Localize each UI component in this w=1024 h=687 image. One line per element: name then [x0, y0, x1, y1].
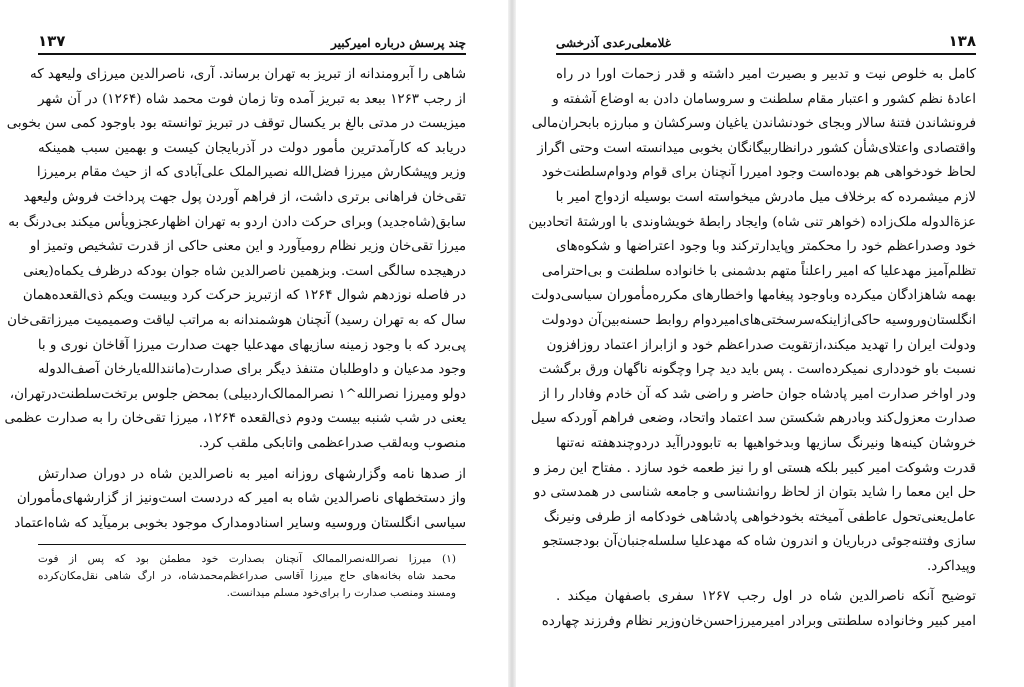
right-page	[516, 0, 1024, 687]
left-page-body-paragraph-2	[14, 463, 466, 537]
text-line: واز دستخطهای ناصرالدین شاه به امیر که دردست است‌ونیز از گزارشهای‌مأموران	[16, 491, 466, 507]
left-page-number: ۱۳۷	[38, 32, 66, 50]
text-line: بهمه شاهزادگان میکرده وباوجود پیغامها واخطارهای مکرره‌مأموران سیاسی‌دولت	[531, 288, 976, 304]
text-line: کامل به خلوص نیت و تدبیر و بصیرت امیر داشته و قدر زحمات اورا در راه	[556, 67, 976, 82]
text-line: یعنی در شب شنبه بیست ودوم ذی‌القعده ۱۲۶۴، میرزا تقی‌خان را به صدارت عظمی	[4, 411, 466, 427]
text-line: وجود مدعیان و داوطلبان متنفذ دیگر برای صدارت(مانندالله‌یارخان آصف‌الدوله	[38, 362, 466, 378]
text-line: دولو ومیرزا نصرالله^۱ نصرالممالک‌اردبیلی) بمحض جلوس برتخت‌سلطنت‌در‌تهران،	[9, 386, 466, 402]
left-page-header	[38, 32, 466, 55]
left-page-body	[4, 63, 466, 457]
text-line: حل این معما را شاید بتوان از لحاظ روانشناسی و جامعه شناسی در همدستی دو	[533, 485, 976, 501]
text-line: انگلستان‌وروسیه حاکی‌ازاینکه‌سرسختی‌های‌امیر‌دوام روابط حسنه‌بین‌آن دودولت	[541, 312, 976, 328]
text-line: لحاظ خودخواهی هم بوده‌است وجود امیررا آنچنان برای قوام ودوام‌سلطنت‌خود	[541, 165, 976, 181]
text-line: عزةالدوله ملک‌زاده (خواهر تنی شاه) وایجاد رابطهٔ خویشاوندی با اورشتهٔ اتحادبین	[528, 214, 976, 230]
text-line: فرونشاندن فتنهٔ سالار وبجای خودنشاندن یاغیان وسرکشان و مبارزه بابحران‌مالی	[531, 116, 976, 132]
text-line: توضیح آنکه ناصرالدین شاه در اول رجب ۱۲۶۷ سفری باصفهان میکند .	[556, 589, 976, 605]
text-line: نسبت باو خودداری نمیکرده‌است . پس باید دید چرا وچگونه ناگهان ورق برگشت	[538, 362, 976, 378]
text-line: خود وصدراعظم خود را محکمتر وپایدارترکند وبا وجود اعتراضها و شکوه‌های	[556, 239, 976, 255]
text-line: از رجب ۱۲۶۳ ببعد به تبریز آمده وتا زمان فوت محمد شاه (۱۲۶۴) در آن شهر	[38, 91, 466, 107]
text-line: میزیست در مدتی بالغ بر یکسال توقف در تبریز توانسته بود باوجود کمی سن بخوبی	[6, 116, 466, 132]
left-page-footnotes	[38, 551, 466, 602]
left-running-title: چند پرسش درباره امیرکبیر	[331, 36, 466, 50]
text-line: ودر اواخر صدارت امیر پادشاه جوان حاضر و راضی شد که آن خادم وفادار را از	[539, 386, 976, 402]
text-line: سال که به تهران رسید) آنچنان هوشمندانه به مراتب لیاقت وصمیمیت میرزاتقی‌خان	[7, 312, 466, 328]
text-line: ودولت ایران را تهدید میکند،ازتقویت صدراعظم خود و ازابراز اعتماد روزافزون	[546, 337, 976, 353]
text-line: از صدها نامه وگزارشهای روزانه امیر به ناصرالدین شاه در دوران صدارتش	[38, 466, 466, 482]
text-line: خروشان کینه‌ها ونیرنگ سازیها وبدخواهیها به تابوودراآید دردوچندهفته نه‌تنها	[556, 435, 976, 451]
book-gutter	[508, 0, 516, 687]
text-line: منصوب وبه‌لقب صدراعظمی واتابکی ملقب کرد.	[198, 435, 466, 451]
text-line: (۱) میرزا نصرالله‌نصرالممالک آنچنان بصدارت خود مطمئن بود که پس از فوت	[38, 553, 456, 566]
text-line: وپیداکرد.	[927, 558, 976, 574]
text-line: وزیر وپیشکارش میرزا فضل‌الله نصیرالملک علی‌آبادی که از حیث مقام برمیرزا	[36, 165, 466, 181]
text-line: در فاصله نوزدهم شوال ۱۲۶۴ که ازتبریز حرکت کرد وبیست ویکم ذی‌القعده‌همان	[22, 288, 466, 304]
left-page	[0, 0, 508, 687]
text-line: محمد شاه بخانه‌های حاج میرزا آقاسی صدراعظم‌محمدشاه، در ارگ شاهی نقل‌مکان‌کرده	[38, 570, 456, 583]
text-line: عامل‌یعنی‌تحول عاطفی آمیخته بخودخواهی پادشاهی خودکامه از طرفی ونیرنگ	[543, 509, 976, 525]
text-line: لازم میشمرده که برخلاف میل مادرش میخواسته است بوسیله ازدواج امیر با	[555, 189, 976, 205]
text-line: تقی‌خان فراهانی برتری داشت، از فراهم آوردن پول جهت پرداخت فروش ولیعهد	[23, 189, 466, 205]
text-line: اعاده‌ٔ نظم کشور و اعتبار مقام سلطنت و سروسامان دادن به اوضاع آشفته و	[552, 91, 976, 107]
right-page-number: ۱۳۸	[948, 32, 976, 50]
text-line: میرزا تقی‌خان وزیر نظام رومیآورد و این معنی حاکی از قدرت تشخیص وتمیز او	[29, 239, 466, 255]
footnote-divider	[38, 544, 466, 545]
right-running-title: غلامعلی‌رعدی آذرخشی	[556, 36, 672, 50]
text-line: واقتصادی واعتلای‌شأن کشور درانظاربیگانگان بخوبی میدانسته است وحتی اگراز	[537, 140, 976, 156]
text-line: دریابد که کارآمدترین مأمور دولت در آذربایجان کیست و بهمین سبب همینکه	[38, 140, 466, 156]
text-line: درهیجده سالگی است. وبزهمین ناصرالدین شاه جوان بودکه درظرف یکماه(یعنی	[23, 263, 466, 279]
right-page-body	[528, 63, 976, 579]
text-line: قدرت وشوکت امیر کبیر بلکه هستی او را نیز طعمه خود سازد . مفتاح این رمز و	[533, 460, 976, 476]
right-page-header	[556, 32, 976, 55]
text-line: پی‌برد که با وجود زمینه سازیهای مهدعلیا جهت صدارت میرزا آقاخان نوری و با	[37, 337, 466, 353]
text-line: سازی وفتنه‌جوئی درباریان و اندرون شاه که مهدعلیا سلسله‌جنبان‌آن بودجستجو	[542, 534, 976, 550]
text-line: تظلم‌آمیز مهدعلیا که امیر راعلناً متهم بدشمنی با خانواده سلطنت و بی‌احترامی	[541, 263, 976, 279]
text-line: شاهی را آبرومندانه از تبریز به تهران برساند. آری، ناصرالدین میرزای ولیعهد که	[30, 67, 466, 82]
text-line: امیر کبیر وخانواده سلطنتی وبرادر امیرمیرزاحسن‌خان‌وزیر نظام وفرزند چهارده	[541, 614, 976, 630]
right-page-body-paragraph-2	[541, 585, 976, 634]
text-line: سیاسی انگلستان وروسیه وسایر اسنادومدارک موجود بخوبی برمیآید که شاه‌اعتماد	[14, 515, 466, 531]
text-line: سابق(شاه‌جدید) وبرای حرکت دادن اردو به تهران اظهارعجزویأس میکند بی‌درنگ به	[8, 214, 466, 230]
text-line: صدارت معزول‌کند وبادرهم شکستن سد اعتماد واتحاد، وضعی فراهم آوردکه سیل	[530, 411, 976, 427]
text-line: ومسند ومنصب صدارت را برای‌خود مسلم میدانست.	[226, 587, 456, 600]
